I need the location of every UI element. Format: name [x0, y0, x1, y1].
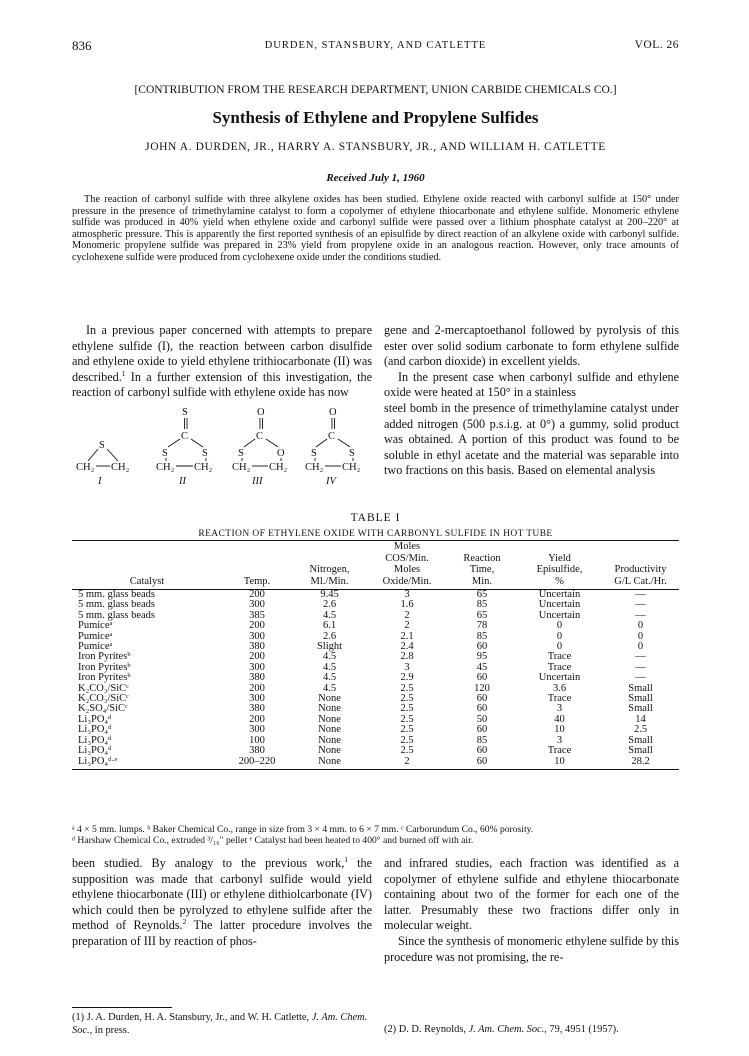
svg-text:CH₂: CH₂ [305, 462, 324, 473]
svg-text:CH₂: CH₂ [111, 462, 130, 473]
svg-text:S: S [238, 448, 244, 459]
col-header-nitrogen: Nitrogen, Ml./Min. [292, 541, 367, 590]
cell-catalyst: Iron Pyritesᵇ [78, 672, 131, 684]
cell-reaction-time: 95 [476, 651, 488, 663]
table-row [72, 725, 679, 735]
cell-nitrogen: None [292, 757, 367, 770]
col-header-productivity: Productivity G/L Cat./Hr. [602, 541, 679, 590]
running-header [72, 38, 679, 54]
cell-moles-ratio: 2.4 [400, 641, 414, 653]
cell-moles-ratio: 2.5 [400, 693, 414, 705]
footnote-1: (1) J. A. Durden, H. A. Stansbury, Jr., and W. H. Catlette, J. Am. Chem. Soc., in press. [72, 1012, 368, 1036]
cell-nitrogen: 4.5 [322, 609, 337, 621]
data-table [72, 540, 679, 770]
cell-productivity: 0 [637, 630, 644, 642]
cell-nitrogen: None [318, 724, 341, 736]
cell-catalyst: Pumiceᵃ [78, 620, 113, 632]
table-row [72, 600, 679, 610]
svg-text:CH₂: CH₂ [342, 462, 361, 473]
cell-temp: 300 [249, 724, 265, 736]
svg-text:C: C [328, 431, 336, 442]
col-header-moles: Moles COS/Min. Moles Oxide/Min. [367, 541, 447, 590]
cell-temp: 200 [249, 651, 265, 663]
cell-nitrogen: 4.5 [322, 661, 337, 673]
paragraph-synthesis: Since the synthesis of monomeric ethylene sulfide by this procedure was not promising, the re- [384, 933, 679, 964]
cell-temp: 200 [249, 620, 265, 632]
table-row [72, 611, 679, 621]
svg-text:CH₂: CH₂ [76, 462, 95, 473]
cell-moles-ratio: 2.8 [400, 651, 414, 663]
cell-nitrogen: 9.45 [320, 589, 339, 600]
cell-catalyst: K₂SO₄/SiCᶜ [78, 703, 128, 715]
cell-yield: 3.6 [552, 682, 567, 694]
cell-reaction-time: 60 [476, 641, 488, 653]
cell-productivity: — [635, 589, 646, 600]
cell-temp: 380 [249, 703, 265, 715]
table-row [72, 684, 679, 694]
cell-catalyst: K₂CO₃/SiCᶜ [78, 682, 129, 694]
paragraph-infrared: and infrared studies, each fraction was identified as a copolymer of ethylene sulfide and ethylene thiocarbonate containing about two of the former for each one of the latter. Presumably these two fractions differ only in molecular weight. [384, 856, 679, 933]
cell-temp: 200 [249, 713, 265, 725]
body-column-left-top [72, 323, 372, 401]
svg-text:C: C [181, 431, 189, 442]
footnote-2: (2) D. D. Reynolds, J. Am. Chem. Soc., 79, 4951 (1957). [384, 1024, 619, 1035]
svg-text:S: S [162, 448, 168, 459]
table-row [72, 621, 679, 631]
svg-text:I: I [98, 476, 102, 484]
cell-productivity: 14 [635, 713, 646, 725]
cell-productivity: 2.5 [633, 724, 648, 736]
cell-yield: Trace [547, 661, 572, 673]
col-header-reaction-time: Reaction Time, Min. [447, 541, 517, 590]
paper-title: Synthesis of Ethylene and Propylene Sulfides [212, 108, 539, 127]
cell-temp: 300 [249, 599, 265, 611]
cell-temp: 200 [249, 589, 265, 600]
cell-catalyst: Li₃PO₄ᵈ [78, 745, 112, 757]
cell-productivity: Small [628, 682, 653, 694]
cell-productivity: — [635, 651, 646, 663]
svg-text:O: O [277, 448, 285, 459]
cell-yield: 3 [556, 734, 563, 746]
cell-productivity: — [635, 672, 646, 684]
footnote-rule [72, 1007, 172, 1008]
col-header-catalyst: Catalyst [72, 541, 222, 590]
table-row [72, 736, 679, 746]
cell-moles-ratio: 2.1 [400, 630, 414, 642]
cell-temp: 300 [249, 693, 265, 705]
cell-reaction-time: 60 [476, 703, 488, 715]
table-note-line-1: ᵃ 4 × 5 mm. lumps. ᵇ Baker Chemical Co., range in size from 3 × 4 mm. to 6 × 7 mm. ᶜ Carborundum Co., 60% porosity. [72, 824, 534, 835]
cell-productivity: Small [628, 703, 653, 715]
svg-text:S: S [99, 440, 105, 451]
cell-moles-ratio: 2.5 [400, 682, 414, 694]
cell-temp: 100 [249, 734, 265, 746]
cell-catalyst: K₂CO₃/SiCᶜ [78, 693, 129, 705]
cell-nitrogen: Slight [316, 641, 343, 653]
cell-temp: 300 [249, 661, 265, 673]
table-row [72, 715, 679, 725]
chemical-structures [76, 404, 366, 484]
cell-yield: Trace [547, 651, 572, 663]
svg-text:S: S [202, 448, 208, 459]
cell-productivity: 28.2 [602, 757, 679, 770]
cell-productivity: 0 [637, 620, 644, 632]
cell-productivity: — [635, 609, 646, 621]
cell-catalyst: 5 mm. glass beads [78, 589, 155, 600]
svg-text:CH₂: CH₂ [194, 462, 213, 473]
paragraph-present-case-cont: steel bomb in the presence of trimethylamine catalyst under added nitrogen (500 p.s.i.g. at 0°) a gummy, solid product was obtained. A portion of this product was found to be soluble in ethyl acetate and the material was separable into two fractions on this basis. Based on elemental analysis [384, 400, 679, 478]
cell-nitrogen: 2.6 [322, 630, 337, 642]
cell-nitrogen: None [318, 734, 341, 746]
cell-moles-ratio: 3 [404, 589, 410, 600]
table-note-line-2: ᵈ Harshaw Chemical Co., extruded ³/₁₆" pellet ᵉ Catalyst had been heated to 400° and burned off with air. [72, 835, 474, 846]
svg-text:S: S [311, 448, 317, 459]
cell-nitrogen: None [318, 703, 341, 715]
table-notes [72, 824, 679, 846]
cell-temp: 385 [249, 609, 265, 621]
cell-yield: Trace [547, 745, 572, 757]
cell-catalyst: Iron Pyritesᵇ [78, 661, 131, 673]
cell-yield: 3 [556, 703, 563, 715]
structure-III [232, 407, 288, 484]
cell-moles-ratio: 3 [404, 661, 410, 673]
cell-reaction-time: 45 [476, 661, 488, 673]
cell-nitrogen: None [318, 693, 341, 705]
cell-yield: Uncertain [538, 589, 581, 600]
cell-productivity: Small [628, 734, 653, 746]
paragraph-intro: In a previous paper concerned with attempts to prepare ethylene sulfide (I), the reaction between carbon disulfide and ethylene oxide to yield ethylene trithiocarbonate (II) was described.$^1$ In a further extension of this investigation, the reaction of carbonyl sulfide with ethylene oxide has now [72, 323, 372, 400]
cell-yield: Uncertain [538, 609, 581, 621]
cell-productivity: 0 [637, 641, 644, 653]
cell-productivity: Small [628, 745, 653, 757]
paragraph-continued: gene and 2-mercaptoethanol followed by pyrolysis of this ester over solid sodium carbonate to form ethylene sulfide (and carbon dioxide) in excellent yields. [384, 323, 679, 369]
cell-moles-ratio: 2 [367, 757, 447, 770]
cell-catalyst: Pumiceᵃ [78, 630, 113, 642]
cell-nitrogen: 4.5 [322, 651, 337, 663]
cell-productivity: Small [628, 693, 653, 705]
cell-moles-ratio: 2 [404, 609, 410, 621]
cell-productivity: — [635, 599, 646, 611]
cell-catalyst: 5 mm. glass beads [78, 609, 155, 621]
cell-reaction-time: 60 [476, 724, 488, 736]
table-row [72, 704, 679, 714]
col-header-yield: Yield Episulfide, % [517, 541, 602, 590]
author-line: JOHN A. DURDEN, JR., HARRY A. STANSBURY, JR., AND WILLIAM H. CATLETTE [145, 141, 606, 153]
paragraph-analogy: been studied. By analogy to the previous work,$^1$ the supposition was made that carbonyl sulfide would yield ethylene thiocarbonate (III) or ethylene dithiolcarbonate (IV) which could then be pyrolyzed to ethylene sulfide after the method of Reynolds.$^2$ The latter procedure involves the preparation of III by reaction of phos- [72, 854, 372, 948]
cell-moles-ratio: 2.5 [400, 734, 414, 746]
cell-temp: 300 [249, 630, 265, 642]
body-column-right-bottom [384, 856, 679, 965]
table-row [72, 652, 679, 662]
cell-yield: 10 [554, 724, 565, 736]
structure-II [156, 407, 213, 484]
table-row [72, 757, 679, 770]
cell-reaction-time: 78 [476, 620, 488, 632]
cell-catalyst: Li₃PO₄ᵈ [78, 734, 112, 746]
svg-text:CH₂: CH₂ [269, 462, 288, 473]
table-row [72, 746, 679, 756]
cell-catalyst: Iron Pyritesᵇ [78, 651, 131, 663]
svg-text:CH₂: CH₂ [232, 462, 251, 473]
cell-moles-ratio: 2.5 [400, 724, 414, 736]
running-title: DURDEN, STANSBURY, AND CATLETTE [264, 40, 487, 51]
cell-reaction-time: 65 [476, 609, 488, 621]
cell-reaction-time: 60 [476, 745, 488, 757]
svg-text:IV: IV [326, 476, 336, 484]
cell-reaction-time: 60 [476, 672, 488, 684]
cell-moles-ratio: 2.9 [400, 672, 414, 684]
cell-moles-ratio: 1.6 [400, 599, 414, 611]
cell-temp: 200 [249, 682, 265, 694]
cell-catalyst: Pumiceᵃ [78, 641, 113, 653]
table-row [72, 663, 679, 673]
table-row [72, 694, 679, 704]
cell-catalyst: 5 mm. glass beads [78, 599, 155, 611]
cell-nitrogen: None [318, 713, 341, 725]
cell-yield: 0 [556, 620, 563, 632]
contribution-line: [CONTRIBUTION FROM THE RESEARCH DEPARTMENT, UNION CARBIDE CHEMICALS CO.] [134, 84, 617, 96]
cell-temp: 200–220 [222, 757, 292, 770]
svg-text:III: III [252, 476, 263, 484]
cell-reaction-time: 60 [447, 757, 517, 770]
received-date: Received July 1, 1960 [326, 172, 425, 184]
cell-catalyst: Li₃PO₄ᵈ [78, 713, 112, 725]
table-row [72, 673, 679, 683]
structure-IV [305, 407, 361, 484]
volume-label: VOL. 26 [634, 39, 679, 51]
cell-nitrogen: None [318, 745, 341, 757]
cell-moles-ratio: 2.5 [400, 745, 414, 757]
body-column-left-bottom [72, 856, 372, 950]
cell-reaction-time: 60 [476, 693, 488, 705]
cell-reaction-time: 85 [476, 599, 488, 611]
cell-yield: 0 [556, 641, 563, 653]
table-caption: REACTION OF ETHYLENE OXIDE WITH CARBONYL SULFIDE IN HOT TUBE [198, 529, 553, 539]
cell-temp: 380 [249, 672, 265, 684]
cell-reaction-time: 85 [476, 630, 488, 642]
svg-text:O: O [329, 407, 337, 418]
cell-yield: 40 [554, 713, 565, 725]
cell-nitrogen: 2.6 [322, 599, 337, 611]
svg-text:S: S [349, 448, 355, 459]
cell-moles-ratio: 2.5 [400, 713, 414, 725]
cell-yield: 10 [517, 757, 602, 770]
paragraph-present-case: In the present case when carbonyl sulfide and ethylene oxide were heated at 150° in a stainless [384, 369, 679, 400]
svg-text:C: C [256, 431, 264, 442]
structure-I [76, 440, 130, 484]
table-row [72, 590, 679, 601]
cell-yield: Uncertain [538, 599, 581, 611]
cell-reaction-time: 65 [476, 589, 488, 600]
cell-yield: 0 [556, 630, 563, 642]
abstract: The reaction of carbonyl sulfide with three alkylene oxides has been studied. Ethylene oxide reacted with carbonyl sulfide at 150° under pressure in the presence of trimethylamine catalyst to form a copolymer of ethylene thiocarbonate and ethylene sulfide. Monomeric ethylene sulfide was produced in 40% yield when ethylene oxide and carbonyl sulfide were passed over a lithium phosphate catalyst at 200–220° at atmospheric pressure. This is apparently the first reported synthesis of an episulfide by direct reaction of an alkylene oxide with carbonyl sulfide. Monomeric propylene sulfide was prepared in 23% yield from propylene oxide in an analogous reaction. However, only trace amounts of cyclohexene sulfide were produced from cyclohexene oxide under the conditions studied. [72, 194, 679, 263]
cell-temp: 380 [249, 745, 265, 757]
cell-moles-ratio: 2.5 [400, 703, 414, 715]
cell-reaction-time: 85 [476, 734, 488, 746]
table-header-row [72, 541, 679, 590]
table-row [72, 632, 679, 642]
cell-catalyst: Li₃PO₄ᵈ·ᵉ [72, 757, 222, 770]
table-row [72, 642, 679, 652]
cell-nitrogen: 4.5 [322, 682, 337, 694]
cell-temp: 380 [249, 641, 265, 653]
table-title: TABLE I [350, 512, 401, 524]
svg-text:O: O [257, 407, 265, 418]
table-body [72, 590, 679, 770]
cell-nitrogen: 6.1 [322, 620, 337, 632]
cell-reaction-time: 120 [474, 682, 490, 694]
col-header-temp: Temp. [222, 541, 292, 590]
svg-text:S: S [182, 407, 188, 418]
body-column-right-top [384, 323, 679, 479]
cell-catalyst: Li₃PO₄ᵈ [78, 724, 112, 736]
cell-yield: Trace [547, 693, 572, 705]
cell-moles-ratio: 2 [404, 620, 410, 632]
cell-productivity: — [635, 661, 646, 673]
cell-yield: Uncertain [538, 672, 581, 684]
svg-text:CH₂: CH₂ [156, 462, 175, 473]
cell-nitrogen: 4.5 [322, 672, 337, 684]
svg-text:II: II [179, 476, 186, 484]
page-number: 836 [72, 38, 92, 53]
cell-reaction-time: 50 [476, 713, 488, 725]
